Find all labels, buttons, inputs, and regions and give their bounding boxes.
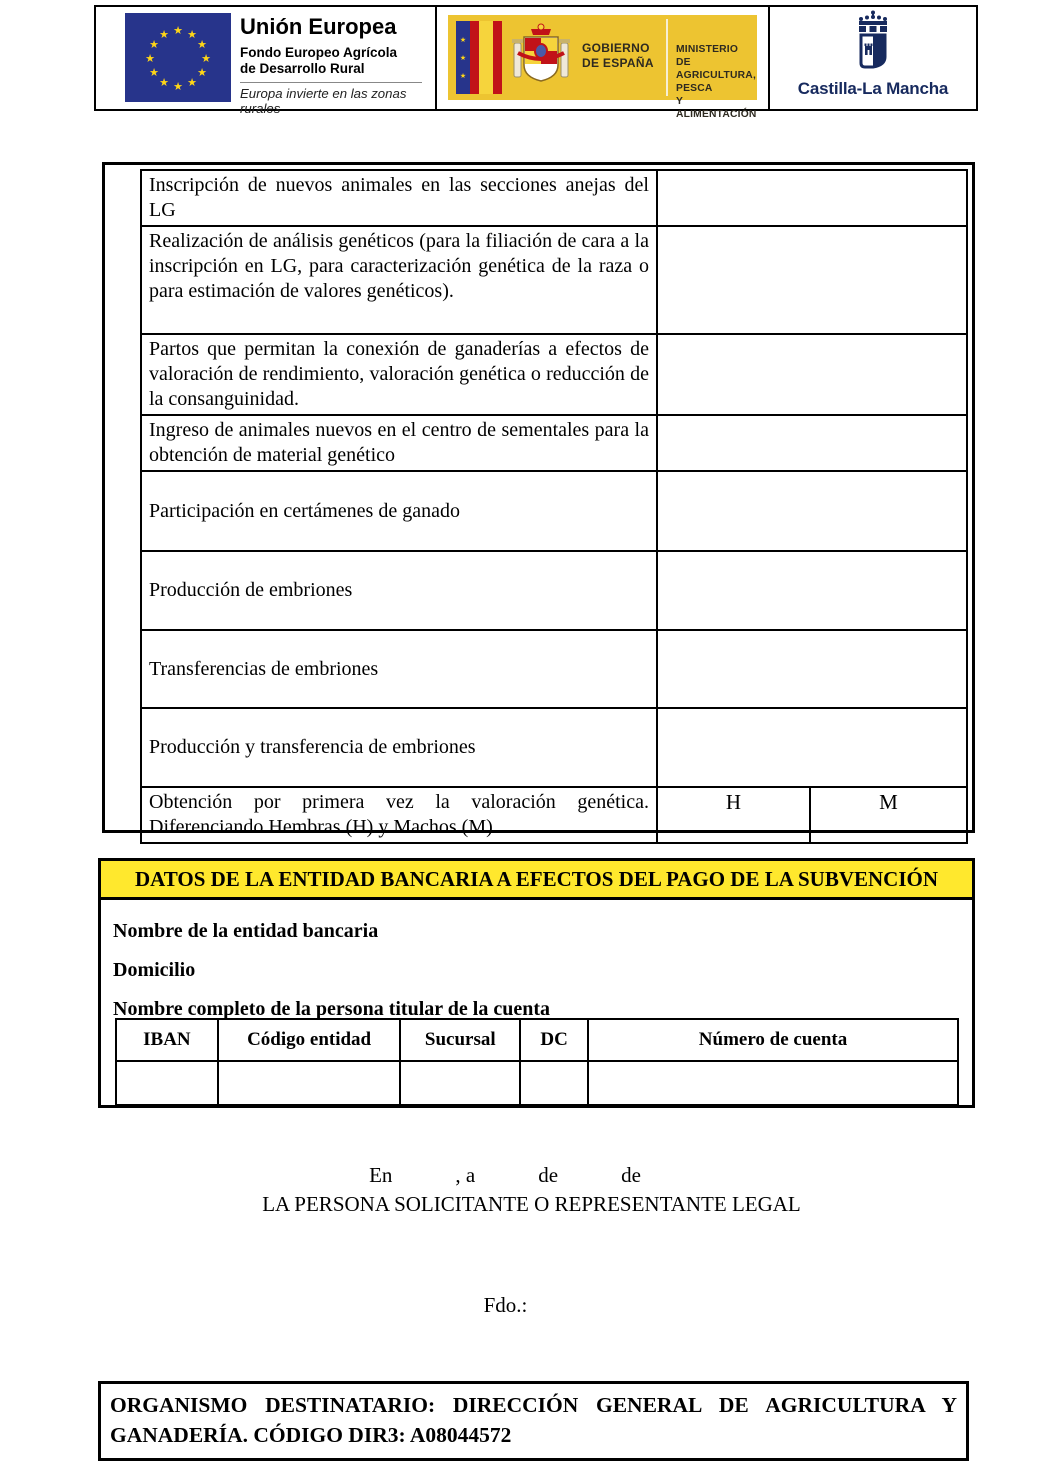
iban-table [115, 1018, 959, 1106]
activity-value-cell[interactable] [657, 630, 967, 708]
account-number-input-cell[interactable] [588, 1061, 958, 1105]
spain-coat-of-arms-icon [506, 23, 576, 98]
svg-text:★: ★ [187, 76, 197, 89]
activity-value-cell[interactable] [657, 551, 967, 630]
svg-text:★: ★ [159, 76, 169, 89]
svg-text:★: ★ [159, 28, 169, 41]
hembras-value-cell[interactable]: H [657, 787, 810, 843]
gobierno-logo-section [437, 7, 768, 120]
destination-line1: ORGANISMO DESTINATARIO: DIRECCIÓN GENERAL DE AGRICULTURA Y [110, 1393, 957, 1417]
activity-value-cell[interactable] [657, 226, 967, 334]
clm-shield-icon [848, 10, 898, 83]
table-row [141, 551, 967, 630]
eu-flag-icon [125, 13, 231, 107]
signature-fdo-label[interactable]: Fdo.: [483, 1293, 528, 1317]
table-row [141, 630, 967, 708]
activities-table-container [102, 162, 975, 838]
clm-label: Castilla-La Mancha [797, 79, 949, 98]
gobierno-yellow-box [448, 15, 757, 120]
table-row [141, 787, 967, 843]
entity-code-input-cell[interactable] [218, 1061, 401, 1105]
eu-divider-rule [240, 82, 422, 83]
signature-date-line[interactable]: En , a de de [369, 1163, 641, 1187]
activity-value-cell[interactable] [657, 415, 967, 471]
iban-header-row [116, 1019, 958, 1061]
activity-value-cell[interactable] [657, 170, 967, 226]
eu-logo-text [240, 15, 430, 116]
activity-label: Inscripción de nuevos animales en las secciones anejas del LG [141, 170, 657, 226]
bank-address-input-area[interactable] [195, 954, 972, 976]
table-row [141, 708, 967, 787]
svg-text:★: ★ [173, 80, 183, 93]
activity-value-cell[interactable] [657, 708, 967, 787]
header-logos-band [94, 5, 978, 120]
destination-line2: GANADERÍA. CÓDIGO DIR3: A08044572 [110, 1423, 512, 1447]
svg-text:★: ★ [201, 52, 211, 65]
destination-organism-box [98, 1381, 969, 1461]
activity-label: Producción y transferencia de embriones [141, 708, 657, 787]
svg-text:★: ★ [187, 28, 197, 41]
iban-input-cell[interactable] [116, 1061, 218, 1105]
activity-value-cell[interactable] [657, 334, 967, 415]
gobierno-divider [666, 19, 668, 96]
machos-value-cell[interactable]: M [810, 787, 967, 843]
activity-label: Participación en certámenes de ganado [141, 471, 657, 551]
bank-section [98, 858, 975, 1108]
eu-title: Unión Europea [240, 14, 397, 39]
bank-entity-label: Nombre de la entidad bancaria [113, 920, 379, 942]
account-holder-field [101, 993, 972, 1020]
svg-text:★: ★ [149, 38, 159, 51]
activity-label: Partos que permitan la conexión de ganaderías a efectos de valoración de rendimiento, valoración genética o reducción de la consanguinidad. [141, 334, 657, 415]
eu-logo-section [96, 7, 435, 116]
branch-header: Sucursal [400, 1019, 520, 1061]
activity-label: Realización de análisis genéticos (para la filiación de cara a la inscripción en LG, para caracterización genética de la raza o para estimación de valores genéticos). [141, 226, 657, 334]
table-row [141, 334, 967, 415]
bank-address-field [101, 954, 972, 981]
svg-text:★: ★ [145, 52, 155, 65]
account-holder-label: Nombre completo de la persona titular de la cuenta [113, 998, 551, 1020]
bank-entity-input-area[interactable] [378, 915, 972, 937]
table-row [141, 170, 967, 226]
svg-text:★: ★ [173, 24, 183, 37]
castilla-la-mancha-logo-section [770, 7, 976, 109]
svg-text:★: ★ [197, 66, 207, 79]
branch-input-cell[interactable] [400, 1061, 520, 1105]
table-row [141, 226, 967, 334]
dc-header: DC [520, 1019, 588, 1061]
activity-label: Producción de embriones [141, 551, 657, 630]
signature-signer-line: LA PERSONA SOLICITANTE O REPRESENTANTE LEGAL [262, 1192, 801, 1216]
eu-tagline: Europa invierte en las zonas rurales [240, 86, 407, 116]
bank-section-title: DATOS DE LA ENTIDAD BANCARIA A EFECTOS DEL PAGO DE LA SUBVENCIÓN [101, 861, 972, 900]
bank-entity-field [101, 915, 972, 942]
activity-label: Ingreso de animales nuevos en el centro de sementales para la obtención de material genético [141, 415, 657, 471]
svg-text:★: ★ [197, 38, 207, 51]
account-number-header: Número de cuenta [588, 1019, 958, 1061]
iban-header: IBAN [116, 1019, 218, 1061]
entity-code-header: Código entidad [218, 1019, 401, 1061]
bank-address-label: Domicilio [113, 959, 196, 981]
iban-value-row [116, 1061, 958, 1105]
table-row [141, 415, 967, 471]
spain-eu-flag-strip-icon: ★ ★ ★ [456, 21, 502, 94]
table-row [141, 471, 967, 551]
activities-table [140, 169, 968, 844]
account-holder-input-area[interactable] [550, 993, 972, 1015]
activity-label: Transferencias de embriones [141, 630, 657, 708]
activity-label: Obtención por primera vez la valoración genética. Diferenciando Hembras (H) y Machos (M) [141, 787, 657, 843]
dc-input-cell[interactable] [520, 1061, 588, 1105]
eu-subtitle: Fondo Europeo Agrícola de Desarrollo Rural [240, 45, 397, 76]
activity-value-cell[interactable] [657, 471, 967, 551]
svg-text:★: ★ [149, 66, 159, 79]
gobierno-name: GOBIERNO DE ESPAÑA [582, 41, 654, 70]
ministry-name: MINISTERIO DE AGRICULTURA, PESCA Y ALIMENTACIÓN [676, 44, 757, 120]
